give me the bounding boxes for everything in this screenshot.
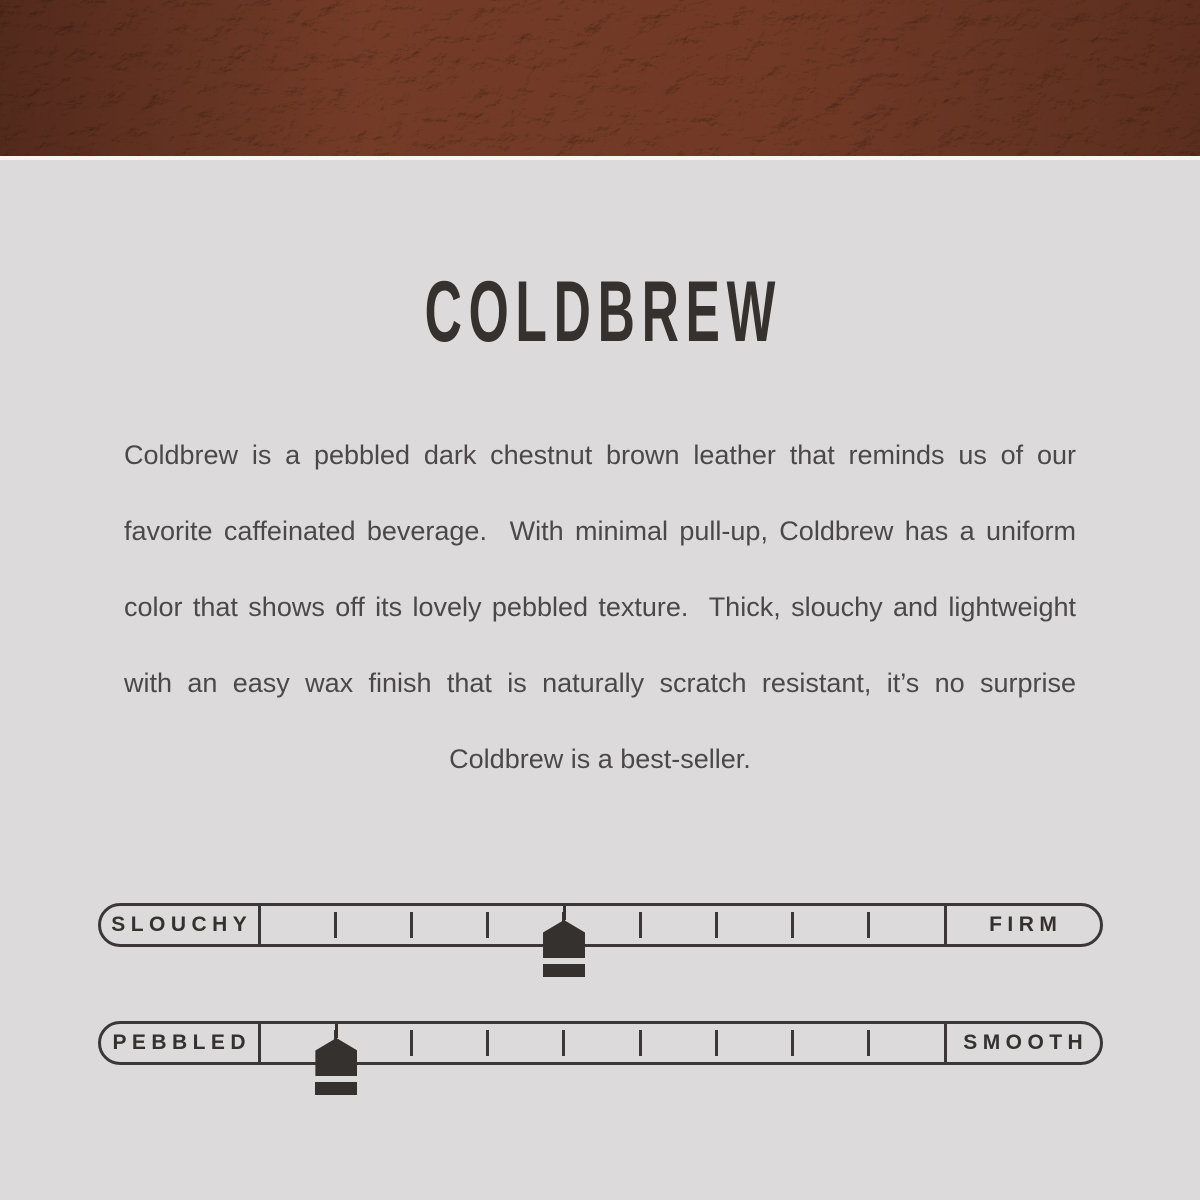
leather-description: Coldbrew is a pebbled dark chestnut brown leather that reminds us of our favorite caffeinated beverage. With minimal pull-up, Coldbrew has a uniform color that shows off its lovely pebbled texture. Thick, slouchy and lightweight with an easy wax finish that is naturally scratch resistant, it’s no surprise Coldbrew is a best-seller. <box>124 440 1076 774</box>
scale-tick <box>639 912 642 938</box>
scale-left-label: SLOUCHY <box>101 906 261 944</box>
scale-tick <box>639 1030 642 1056</box>
scale-marker-pin-icon <box>315 1024 357 1095</box>
scale-tick <box>486 1030 489 1056</box>
scale-tick <box>867 912 870 938</box>
scale-right-label: SMOOTH <box>944 1024 1100 1062</box>
scale-tick <box>715 912 718 938</box>
page-title: COLDBREW <box>424 264 783 360</box>
attribute-scales <box>98 903 1103 1065</box>
scale-tick <box>867 1030 870 1056</box>
card-content <box>0 160 1200 1065</box>
marker-stem <box>335 1024 338 1038</box>
scale-pebbled-smooth <box>98 1021 1103 1065</box>
leather-texture <box>0 0 1200 156</box>
scale-tick <box>334 912 337 938</box>
leather-swatch-image <box>0 0 1200 160</box>
scale-tick <box>791 912 794 938</box>
scale-track <box>261 1024 944 1062</box>
scale-track <box>261 906 944 944</box>
marker-pointer <box>315 1038 357 1076</box>
scale-tick <box>486 912 489 938</box>
marker-base <box>315 1082 357 1095</box>
leather-shade-overlay <box>0 0 1200 156</box>
marker-pointer <box>543 920 585 958</box>
marker-stem <box>563 906 566 920</box>
scale-marker-pin-icon <box>543 906 585 977</box>
scale-slouchy-firm <box>98 903 1103 947</box>
scale-tick <box>410 912 413 938</box>
scale-tick <box>715 1030 718 1056</box>
scale-tick <box>410 1030 413 1056</box>
scale-tick <box>791 1030 794 1056</box>
scale-tick <box>562 1030 565 1056</box>
scale-left-label: PEBBLED <box>101 1024 261 1062</box>
marker-base <box>543 964 585 977</box>
scale-right-label: FIRM <box>944 906 1100 944</box>
